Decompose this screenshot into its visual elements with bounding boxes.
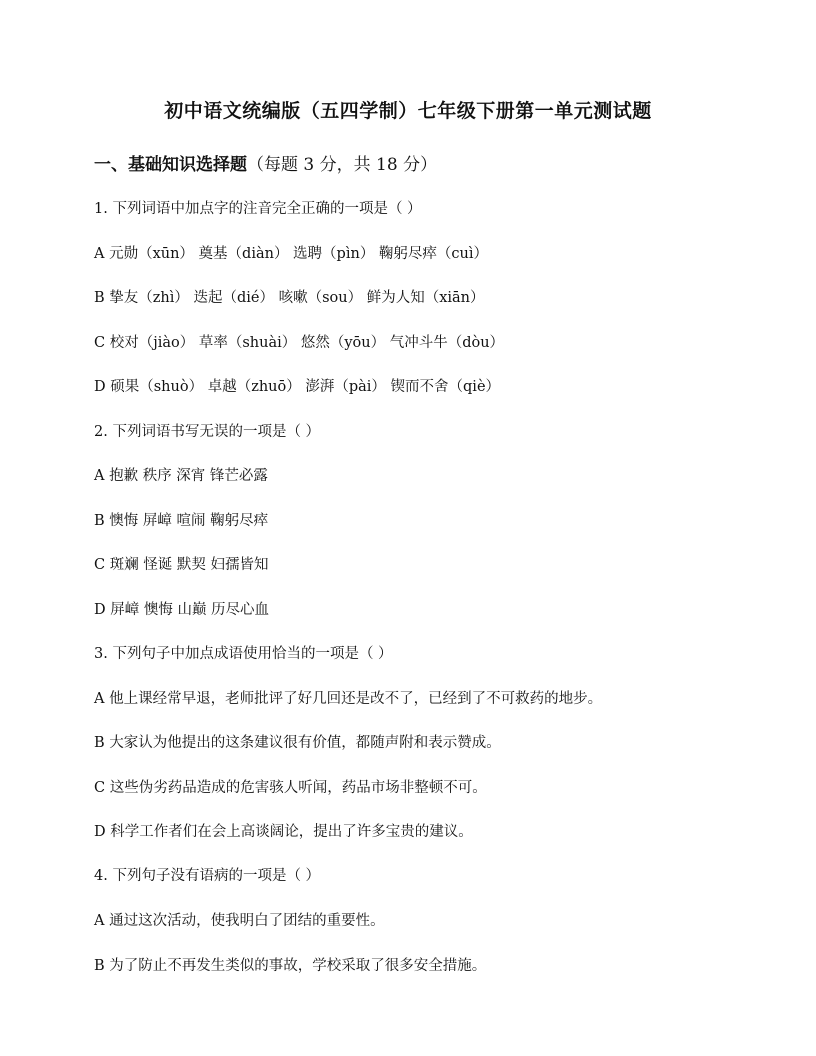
question-1-option-d: D 硕果（shuò） 卓越（zhuō） 澎湃（pài） 锲而不舍（qiè） [94, 379, 501, 395]
question-4-option-b: B 为了防止不再发生类似的事故，学校采取了很多安全措施。 [94, 958, 487, 974]
question-1-option-a: A 元勋（xūn） 奠基（diàn） 选聘（pìn） 鞠躬尽瘁（cuì） [94, 246, 489, 262]
question-1-option-b: B 挚友（zhì） 迭起（dié） 咳嗽（sou） 鲜为人知（xiān） [94, 290, 485, 306]
question-3-option-d: D 科学工作者们在会上高谈阔论，提出了许多宝贵的建议。 [94, 824, 473, 840]
question-2-option-c: C 斑斓 怪诞 默契 妇孺皆知 [94, 557, 269, 573]
section-heading-text: 一、基础知识选择题 [94, 155, 247, 175]
question-3-stem: 3. 下列句子中加点成语使用恰当的一项是（ ） [94, 646, 393, 662]
question-3-option-c: C 这些伪劣药品造成的危害骇人听闻，药品市场非整顿不可。 [94, 780, 487, 796]
question-2-option-a: A 抱歉 秩序 深宵 锋芒必露 [94, 468, 268, 484]
question-4-stem: 4. 下列句子没有语病的一项是（ ） [94, 868, 321, 884]
question-2-option-d: D 屏嶂 懊悔 山巅 历尽心血 [94, 602, 270, 618]
question-3-option-a: A 他上课经常早退，老师批评了好几回还是改不了，已经到了不可救药的地步。 [94, 691, 603, 707]
question-4-option-a: A 通过这次活动，使我明白了团结的重要性。 [94, 913, 385, 929]
section-score-note: （每题 3 分，共 18 分） [247, 155, 438, 175]
page-title: 初中语文统编版（五四学制）七年级下册第一单元测试题 [164, 100, 652, 122]
question-2-option-b: B 懊悔 屏嶂 喧闹 鞠躬尽瘁 [94, 513, 269, 529]
section-heading [94, 150, 437, 175]
question-2-stem: 2. 下列词语书写无误的一项是（ ） [94, 424, 321, 440]
question-3-option-b: B 大家认为他提出的这条建议很有价值，都随声附和表示赞成。 [94, 735, 501, 751]
question-1-option-c: C 校对（jiào） 草率（shuài） 悠然（yōu） 气冲斗牛（dòu） [94, 335, 505, 351]
question-1-stem: 1. 下列词语中加点字的注音完全正确的一项是（ ） [94, 201, 422, 217]
